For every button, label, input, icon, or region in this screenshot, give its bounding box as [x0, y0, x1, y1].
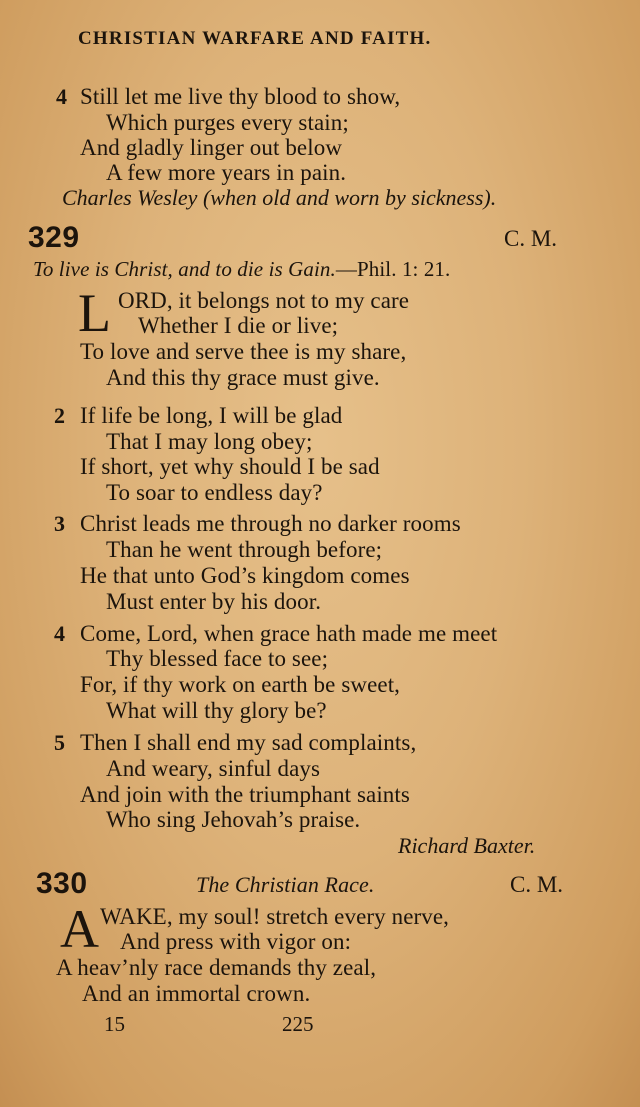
- verse-number: 4: [54, 621, 65, 646]
- verse-line: And join with the triumphant saints: [80, 782, 410, 807]
- verse-line: Which purges every stain;: [106, 110, 349, 135]
- verse-line: And gladly linger out below: [80, 135, 343, 160]
- verse-line: And weary, sinful days: [106, 756, 321, 781]
- verse-number: 2: [54, 403, 65, 428]
- verse-line: Christ leads me through no darker rooms: [80, 511, 461, 536]
- hymn-title: The Christian Race.: [196, 872, 375, 897]
- verse-line: Then I shall end my sad complaints,: [80, 730, 417, 755]
- hymn-number: 329: [28, 221, 80, 254]
- verse-line: To love and serve thee is my share,: [80, 339, 407, 364]
- scripture-reference: —Phil. 1: 21.: [335, 257, 451, 281]
- verse-line: If short, yet why should I be sad: [80, 454, 380, 479]
- drop-cap: L: [78, 283, 111, 343]
- verse-line: Must enter by his door.: [106, 589, 322, 614]
- running-head: CHRISTIAN WARFARE AND FAITH.: [78, 28, 432, 49]
- verse-line: Thy blessed face to see;: [106, 646, 329, 671]
- verse-line: ORD, it belongs not to my care: [118, 288, 410, 313]
- verse-line: To soar to endless day?: [106, 480, 323, 505]
- verse-line: A heav’nly race demands thy zeal,: [56, 955, 377, 980]
- verse-line: That I may long obey;: [106, 429, 313, 454]
- signature-mark: 15: [104, 1012, 125, 1036]
- hymn-meter: C. M.: [504, 226, 558, 251]
- verse-line: He that unto God’s kingdom comes: [80, 563, 410, 588]
- verse-number: 4: [56, 84, 67, 109]
- verse-line: If life be long, I will be glad: [80, 403, 343, 428]
- verse-line: Who sing Jehovah’s praise.: [106, 807, 361, 832]
- verse-line: WAKE, my soul! stretch every nerve,: [100, 904, 450, 929]
- verse-line: And this thy grace must give.: [106, 365, 380, 390]
- hymn-number: 330: [36, 867, 88, 900]
- verse-number: 5: [54, 730, 65, 755]
- verse-line: Still let me live thy blood to show,: [80, 84, 401, 109]
- verse-line: A few more years in pain.: [106, 160, 347, 185]
- hymn-attribution: Richard Baxter.: [398, 833, 536, 858]
- verse-line: Than he went through before;: [106, 537, 383, 562]
- page-number: 225: [282, 1012, 314, 1036]
- hymn-title-line: [33, 256, 450, 282]
- verse-line: Whether I die or live;: [138, 313, 339, 338]
- verse-line: And an immortal crown.: [82, 981, 311, 1006]
- drop-cap: A: [60, 899, 99, 959]
- verse-line: Come, Lord, when grace hath made me meet: [80, 621, 498, 646]
- verse-line: And press with vigor on:: [120, 929, 352, 954]
- hymn-meter: C. M.: [510, 872, 564, 897]
- verse-number: 3: [54, 511, 65, 536]
- hymn-title: To live is Christ, and to die is Gain.: [33, 257, 336, 281]
- verse-line: For, if thy work on earth be sweet,: [80, 672, 401, 697]
- hymn-attribution: Charles Wesley (when old and worn by sickness).: [62, 185, 497, 210]
- verse-line: What will thy glory be?: [106, 698, 327, 723]
